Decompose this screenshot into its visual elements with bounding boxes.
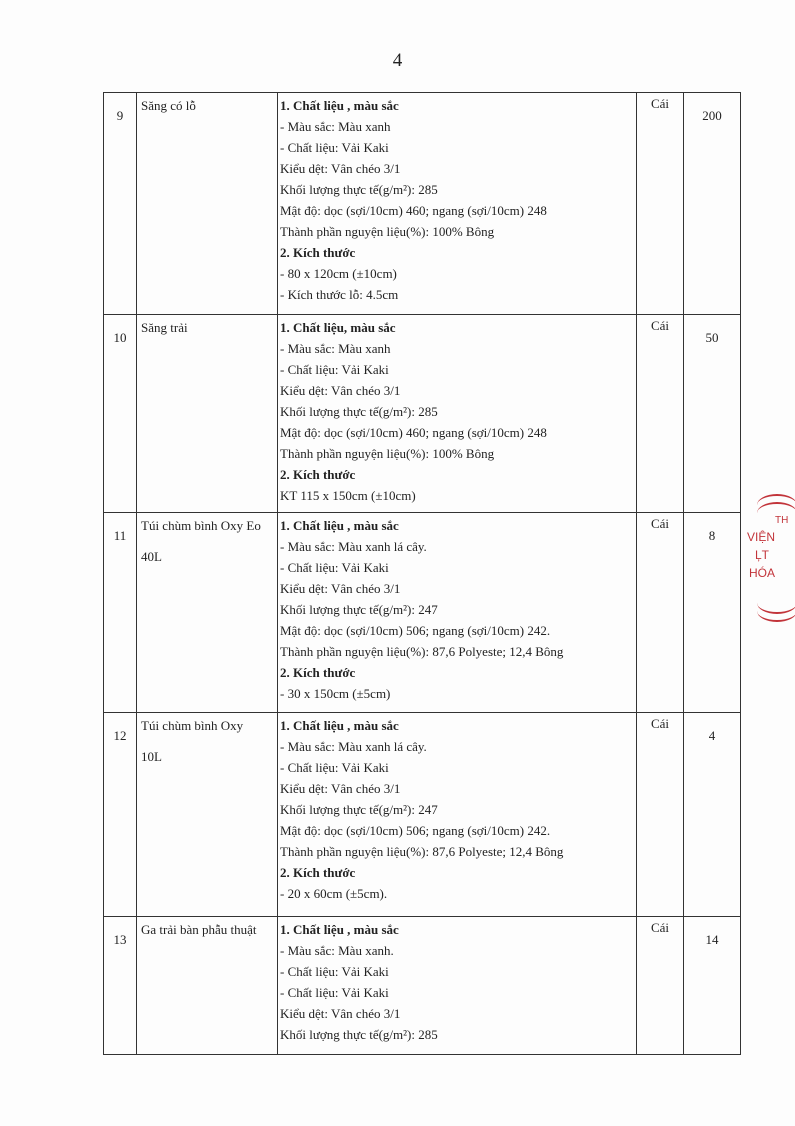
stamp-text: ĻT (755, 548, 770, 562)
row-number: 11 (104, 513, 137, 713)
stamp-text: TH (775, 515, 789, 526)
spec-line: Khối lượng thực tế(g/m²): 285 (280, 182, 438, 197)
item-name: Ga trải bàn phẫu thuật (141, 922, 257, 937)
spec-line: Kiểu dệt: Vân chéo 3/1 (280, 383, 401, 398)
spec-line: - Chất liệu: Vải Kaki (280, 760, 389, 775)
specification-table (103, 92, 741, 1055)
spec-line: - Màu sắc: Màu xanh. (280, 943, 394, 958)
quantity-cell: 14 (684, 917, 741, 1055)
spec-line: Khối lượng thực tế(g/m²): 247 (280, 802, 438, 817)
table-row (104, 917, 741, 1055)
row-number: 10 (104, 315, 137, 513)
spec-line: - Chất liệu: Vải Kaki (280, 362, 389, 377)
spec-line: - Chất liệu: Vải Kaki (280, 985, 389, 1000)
item-name: Săng trải (141, 320, 188, 335)
quantity-cell: 4 (684, 713, 741, 917)
spec-line: Kiểu dệt: Vân chéo 3/1 (280, 1006, 401, 1021)
spec-line: - Màu sắc: Màu xanh (280, 119, 391, 134)
spec-line: - Chất liệu: Vải Kaki (280, 140, 389, 155)
spec-line: - Kích thước lỗ: 4.5cm (280, 287, 399, 302)
item-name: Túi chùm bình Oxy (141, 718, 244, 733)
item-name-cell (137, 917, 278, 1055)
spec-line: Khối lượng thực tế(g/m²): 285 (280, 1027, 438, 1042)
table-row (104, 513, 741, 713)
spec-line: Kiểu dệt: Vân chéo 3/1 (280, 581, 401, 596)
spec-heading: 1. Chất liệu , màu sắc (280, 718, 399, 733)
table-row (104, 713, 741, 917)
spec-line: Kiểu dệt: Vân chéo 3/1 (280, 781, 401, 796)
spec-heading: 2. Kích thước (280, 865, 356, 880)
page-number: 4 (392, 50, 403, 71)
unit-cell: Cái (637, 93, 684, 315)
spec-heading: 1. Chất liệu , màu sắc (280, 518, 399, 533)
item-name: 40L (141, 549, 162, 564)
quantity-cell: 200 (684, 93, 741, 315)
spec-line: - 20 x 60cm (±5cm). (280, 886, 388, 901)
spec-line: Thành phần nguyện liệu(%): 100% Bông (280, 446, 495, 461)
specification-cell (278, 513, 637, 713)
item-name: Túi chùm bình Oxy Eo (141, 518, 261, 533)
spec-line: Khối lượng thực tế(g/m²): 285 (280, 404, 438, 419)
spec-line: - 80 x 120cm (±10cm) (280, 266, 397, 281)
unit-cell: Cái (637, 713, 684, 917)
spec-line: - Màu sắc: Màu xanh (280, 341, 391, 356)
spec-heading: 2. Kích thước (280, 467, 356, 482)
item-name-cell (137, 315, 278, 513)
specification-cell (278, 713, 637, 917)
table-row (104, 315, 741, 513)
spec-line: - Chất liệu: Vải Kaki (280, 560, 389, 575)
item-name-cell (137, 713, 278, 917)
spec-line: Mật độ: dọc (sợi/10cm) 506; ngang (sợi/10cm) 242. (280, 623, 551, 638)
spec-line: Kiểu dệt: Vân chéo 3/1 (280, 161, 401, 176)
spec-line: Mật độ: dọc (sợi/10cm) 460; ngang (sợi/10cm) 248 (280, 425, 547, 440)
spec-line: Thành phần nguyện liệu(%): 100% Bông (280, 224, 495, 239)
spec-line: - 30 x 150cm (±5cm) (280, 686, 391, 701)
table-row (104, 93, 741, 315)
spec-line: Thành phần nguyện liệu(%): 87,6 Polyeste; 12,4 Bông (280, 844, 564, 859)
red-stamp (745, 488, 795, 628)
row-number: 9 (104, 93, 137, 315)
spec-line: Thành phần nguyện liệu(%): 87,6 Polyeste; 12,4 Bông (280, 644, 564, 659)
spec-heading: 1. Chất liệu , màu sắc (280, 98, 399, 113)
spec-line: Mật độ: dọc (sợi/10cm) 460; ngang (sợi/10cm) 248 (280, 203, 547, 218)
spec-heading: 2. Kích thước (280, 245, 356, 260)
spec-heading: 1. Chất liệu , màu sắc (280, 922, 399, 937)
item-name-cell (137, 93, 278, 315)
spec-line: - Màu sắc: Màu xanh lá cây. (280, 739, 427, 754)
item-name: Săng có lỗ (141, 98, 196, 113)
unit-cell: Cái (637, 917, 684, 1055)
quantity-cell: 8 (684, 513, 741, 713)
row-number: 12 (104, 713, 137, 917)
specification-cell (278, 917, 637, 1055)
specification-cell (278, 315, 637, 513)
item-name: 10L (141, 749, 162, 764)
spec-line: KT 115 x 150cm (±10cm) (280, 488, 416, 503)
specification-cell (278, 93, 637, 315)
spec-line: Mật độ: dọc (sợi/10cm) 506; ngang (sợi/10cm) 242. (280, 823, 551, 838)
item-name-cell (137, 513, 278, 713)
quantity-cell: 50 (684, 315, 741, 513)
stamp-text: VIỆN (747, 530, 776, 544)
spec-heading: 2. Kích thước (280, 665, 356, 680)
spec-line: Khối lượng thực tế(g/m²): 247 (280, 602, 438, 617)
stamp-text: HÓA (749, 566, 776, 580)
row-number: 13 (104, 917, 137, 1055)
spec-heading: 1. Chất liệu, màu sắc (280, 320, 396, 335)
unit-cell: Cái (637, 315, 684, 513)
spec-line: - Màu sắc: Màu xanh lá cây. (280, 539, 427, 554)
spec-line: - Chất liệu: Vải Kaki (280, 964, 389, 979)
unit-cell: Cái (637, 513, 684, 713)
stamp-arc (757, 600, 795, 622)
